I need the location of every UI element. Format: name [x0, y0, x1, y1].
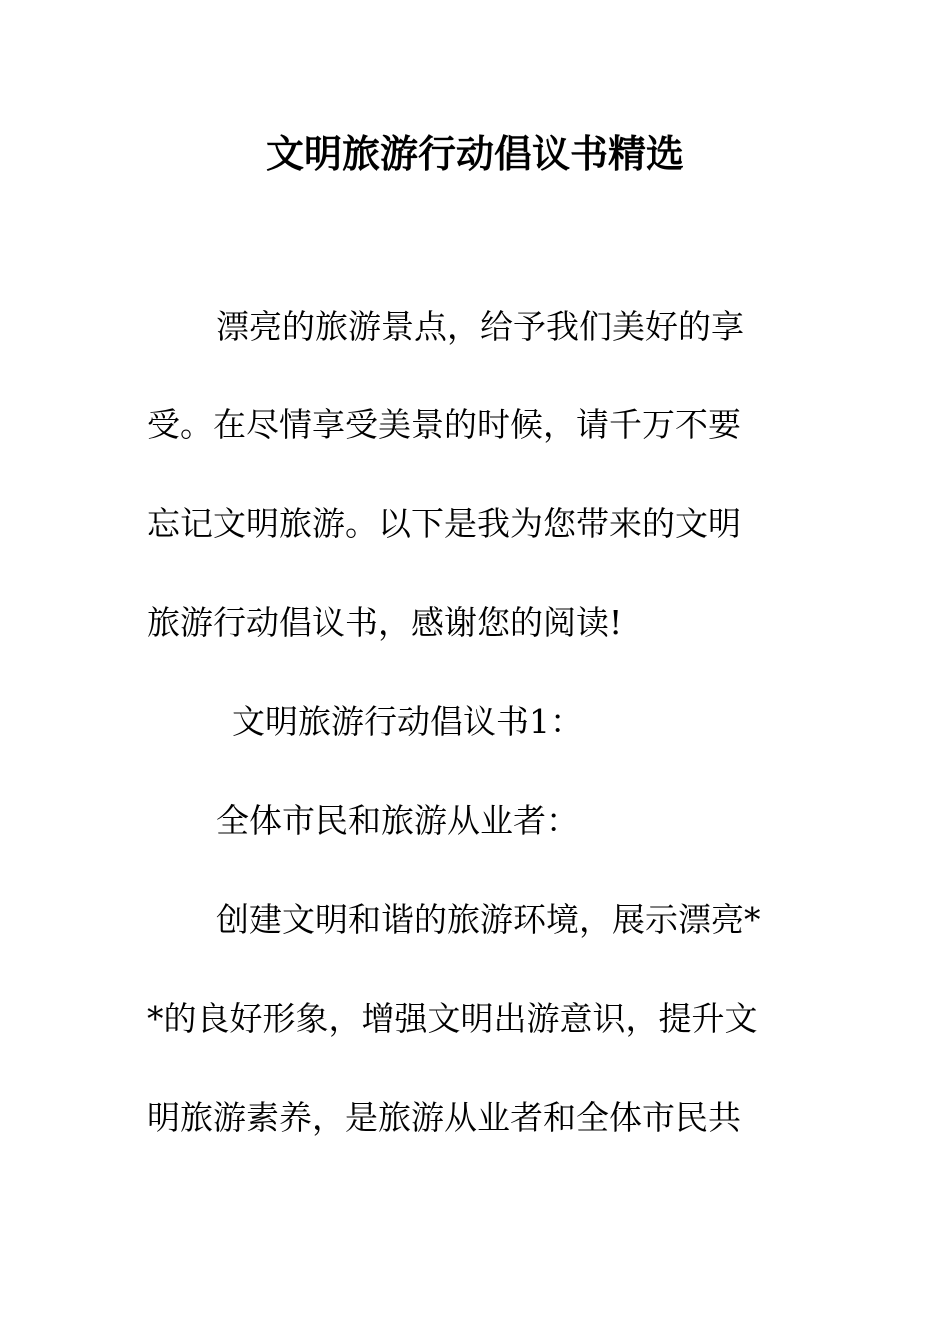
paragraph-line: 受。在尽情享受美景的时候，请千万不要 [147, 405, 741, 444]
paragraph-line: 旅游行动倡议书，感谢您的阅读! [147, 603, 623, 642]
paragraph-line: 创建文明和谐的旅游环境，展示漂亮* [216, 900, 761, 939]
paragraph-line: 忘记文明旅游。以下是我为您带来的文明 [147, 504, 741, 543]
paragraph-line: 明旅游素养，是旅游从业者和全体市民共 [147, 1098, 741, 1137]
paragraph-line: 漂亮的旅游景点，给予我们美好的享 [216, 307, 744, 346]
section-heading: 文明旅游行动倡议书1： [232, 702, 583, 741]
paragraph-line: *的良好形象，增强文明出游意识，提升文 [147, 999, 758, 1038]
document-title: 文明旅游行动倡议书精选 [265, 132, 684, 176]
salutation-line: 全体市民和旅游从业者： [216, 801, 579, 840]
